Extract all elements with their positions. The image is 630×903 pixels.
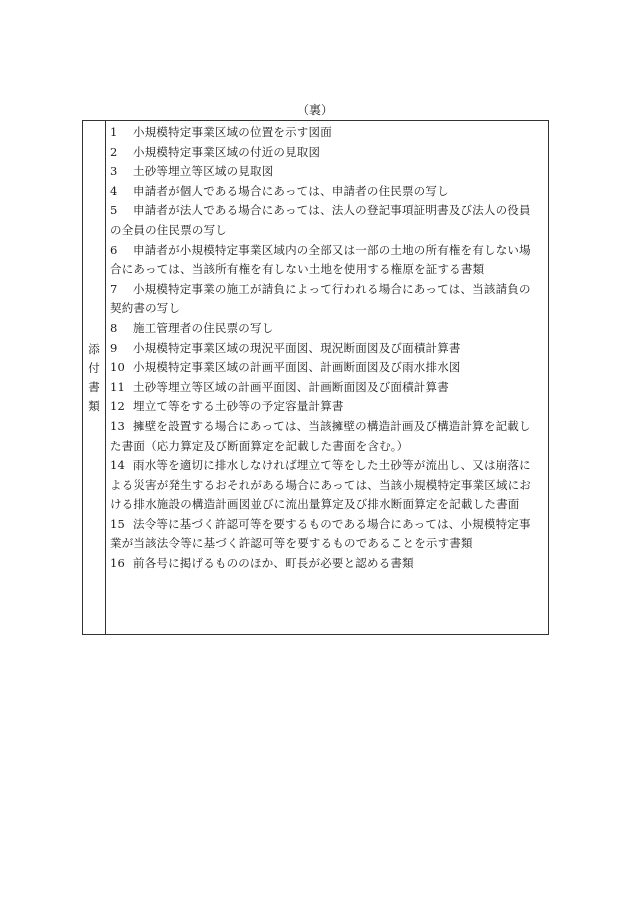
list-item xyxy=(110,182,542,202)
item-number: 6 xyxy=(110,242,118,257)
list-item xyxy=(110,280,542,319)
item-text: 土砂等埋立等区域の見取図 xyxy=(133,164,274,179)
attachments-table xyxy=(82,120,549,635)
attachments-label-cell xyxy=(83,121,106,634)
item-number: 7 xyxy=(110,281,118,296)
list-item xyxy=(110,339,542,359)
item-text: 申請者が小規模特定事業区域内の全部又は一部の土地の所有権を有しない場合にあっては、当該所有権を有しない土地を使用する権原を証する書類 xyxy=(110,242,531,277)
list-item xyxy=(110,358,542,378)
item-text: 施工管理者の住民票の写し xyxy=(133,320,274,335)
label-char: 添 xyxy=(88,342,100,356)
item-number: 14 xyxy=(110,458,126,473)
item-text: 埋立て等をする土砂等の予定容量計算書 xyxy=(133,399,344,414)
list-item xyxy=(110,143,542,163)
item-text: 前各号に掲げるもののほか、町長が必要と認める書類 xyxy=(133,556,414,571)
item-number: 15 xyxy=(110,516,126,531)
item-number: 9 xyxy=(110,340,118,355)
item-number: 2 xyxy=(110,144,118,159)
item-text: 雨水等を適切に排水しなければ埋立て等をした土砂等が流出し、又は崩落による災害が発生するおそれがある場合にあっては、当該小規模特定事業区域における排水施設の構造計画図並びに流出量算定及び排水断面算定を記載した書面 xyxy=(110,458,532,512)
list-item xyxy=(110,319,542,339)
item-number: 5 xyxy=(110,203,118,218)
item-number: 11 xyxy=(110,379,126,394)
page-heading: （裏） xyxy=(296,103,333,117)
item-text: 申請者が個人である場合にあっては、申請者の住民票の写し xyxy=(133,183,449,198)
list-item xyxy=(110,515,542,554)
item-number: 4 xyxy=(110,183,118,198)
list-item xyxy=(110,162,542,182)
item-text: 小規模特定事業区域の付近の見取図 xyxy=(133,144,321,159)
item-number: 8 xyxy=(110,320,118,335)
label-char: 書 xyxy=(88,380,100,394)
label-char: 類 xyxy=(88,399,100,413)
item-text: 擁壁を設置する場合にあっては、当該擁壁の構造計画及び構造計算を記載した書面（応力算定及び断面算定を記載した書面を含む。） xyxy=(110,418,531,453)
item-number: 3 xyxy=(110,164,118,179)
list-item xyxy=(110,201,542,240)
attachments-list xyxy=(106,121,548,634)
item-number: 16 xyxy=(110,556,126,571)
item-text: 土砂等埋立等区域の計画平面図、計画断面図及び面積計算書 xyxy=(133,379,449,394)
item-text: 小規模特定事業区域の位置を示す図面 xyxy=(133,125,332,139)
item-text: 法令等に基づく許認可等を要するものである場合にあっては、小規模特定事業が当該法令等に基づく許認可等を要するものであることを示す書類 xyxy=(110,516,531,551)
item-number: 10 xyxy=(110,360,126,375)
list-item xyxy=(110,554,542,574)
list-item xyxy=(110,397,542,417)
list-item xyxy=(110,456,542,515)
item-text: 小規模特定事業区域の現況平面図、現況断面図及び面積計算書 xyxy=(133,340,461,355)
list-item xyxy=(110,241,542,280)
list-item xyxy=(110,123,542,143)
item-number: 13 xyxy=(110,418,126,433)
list-item xyxy=(110,378,542,398)
item-text: 小規模特定事業の施工が請負によって行われる場合にあっては、当該請負の契約書の写し xyxy=(110,281,531,316)
attachments-label xyxy=(83,340,105,416)
label-char: 付 xyxy=(88,361,100,375)
item-number: 12 xyxy=(110,399,126,414)
list-item xyxy=(110,417,542,456)
item-number: 1 xyxy=(110,125,118,139)
item-text: 申請者が法人である場合にあっては、法人の登記事項証明書及び法人の役員の全員の住民票の写し xyxy=(110,203,531,237)
item-text: 小規模特定事業区域の計画平面図、計画断面図及び雨水排水図 xyxy=(133,360,461,375)
